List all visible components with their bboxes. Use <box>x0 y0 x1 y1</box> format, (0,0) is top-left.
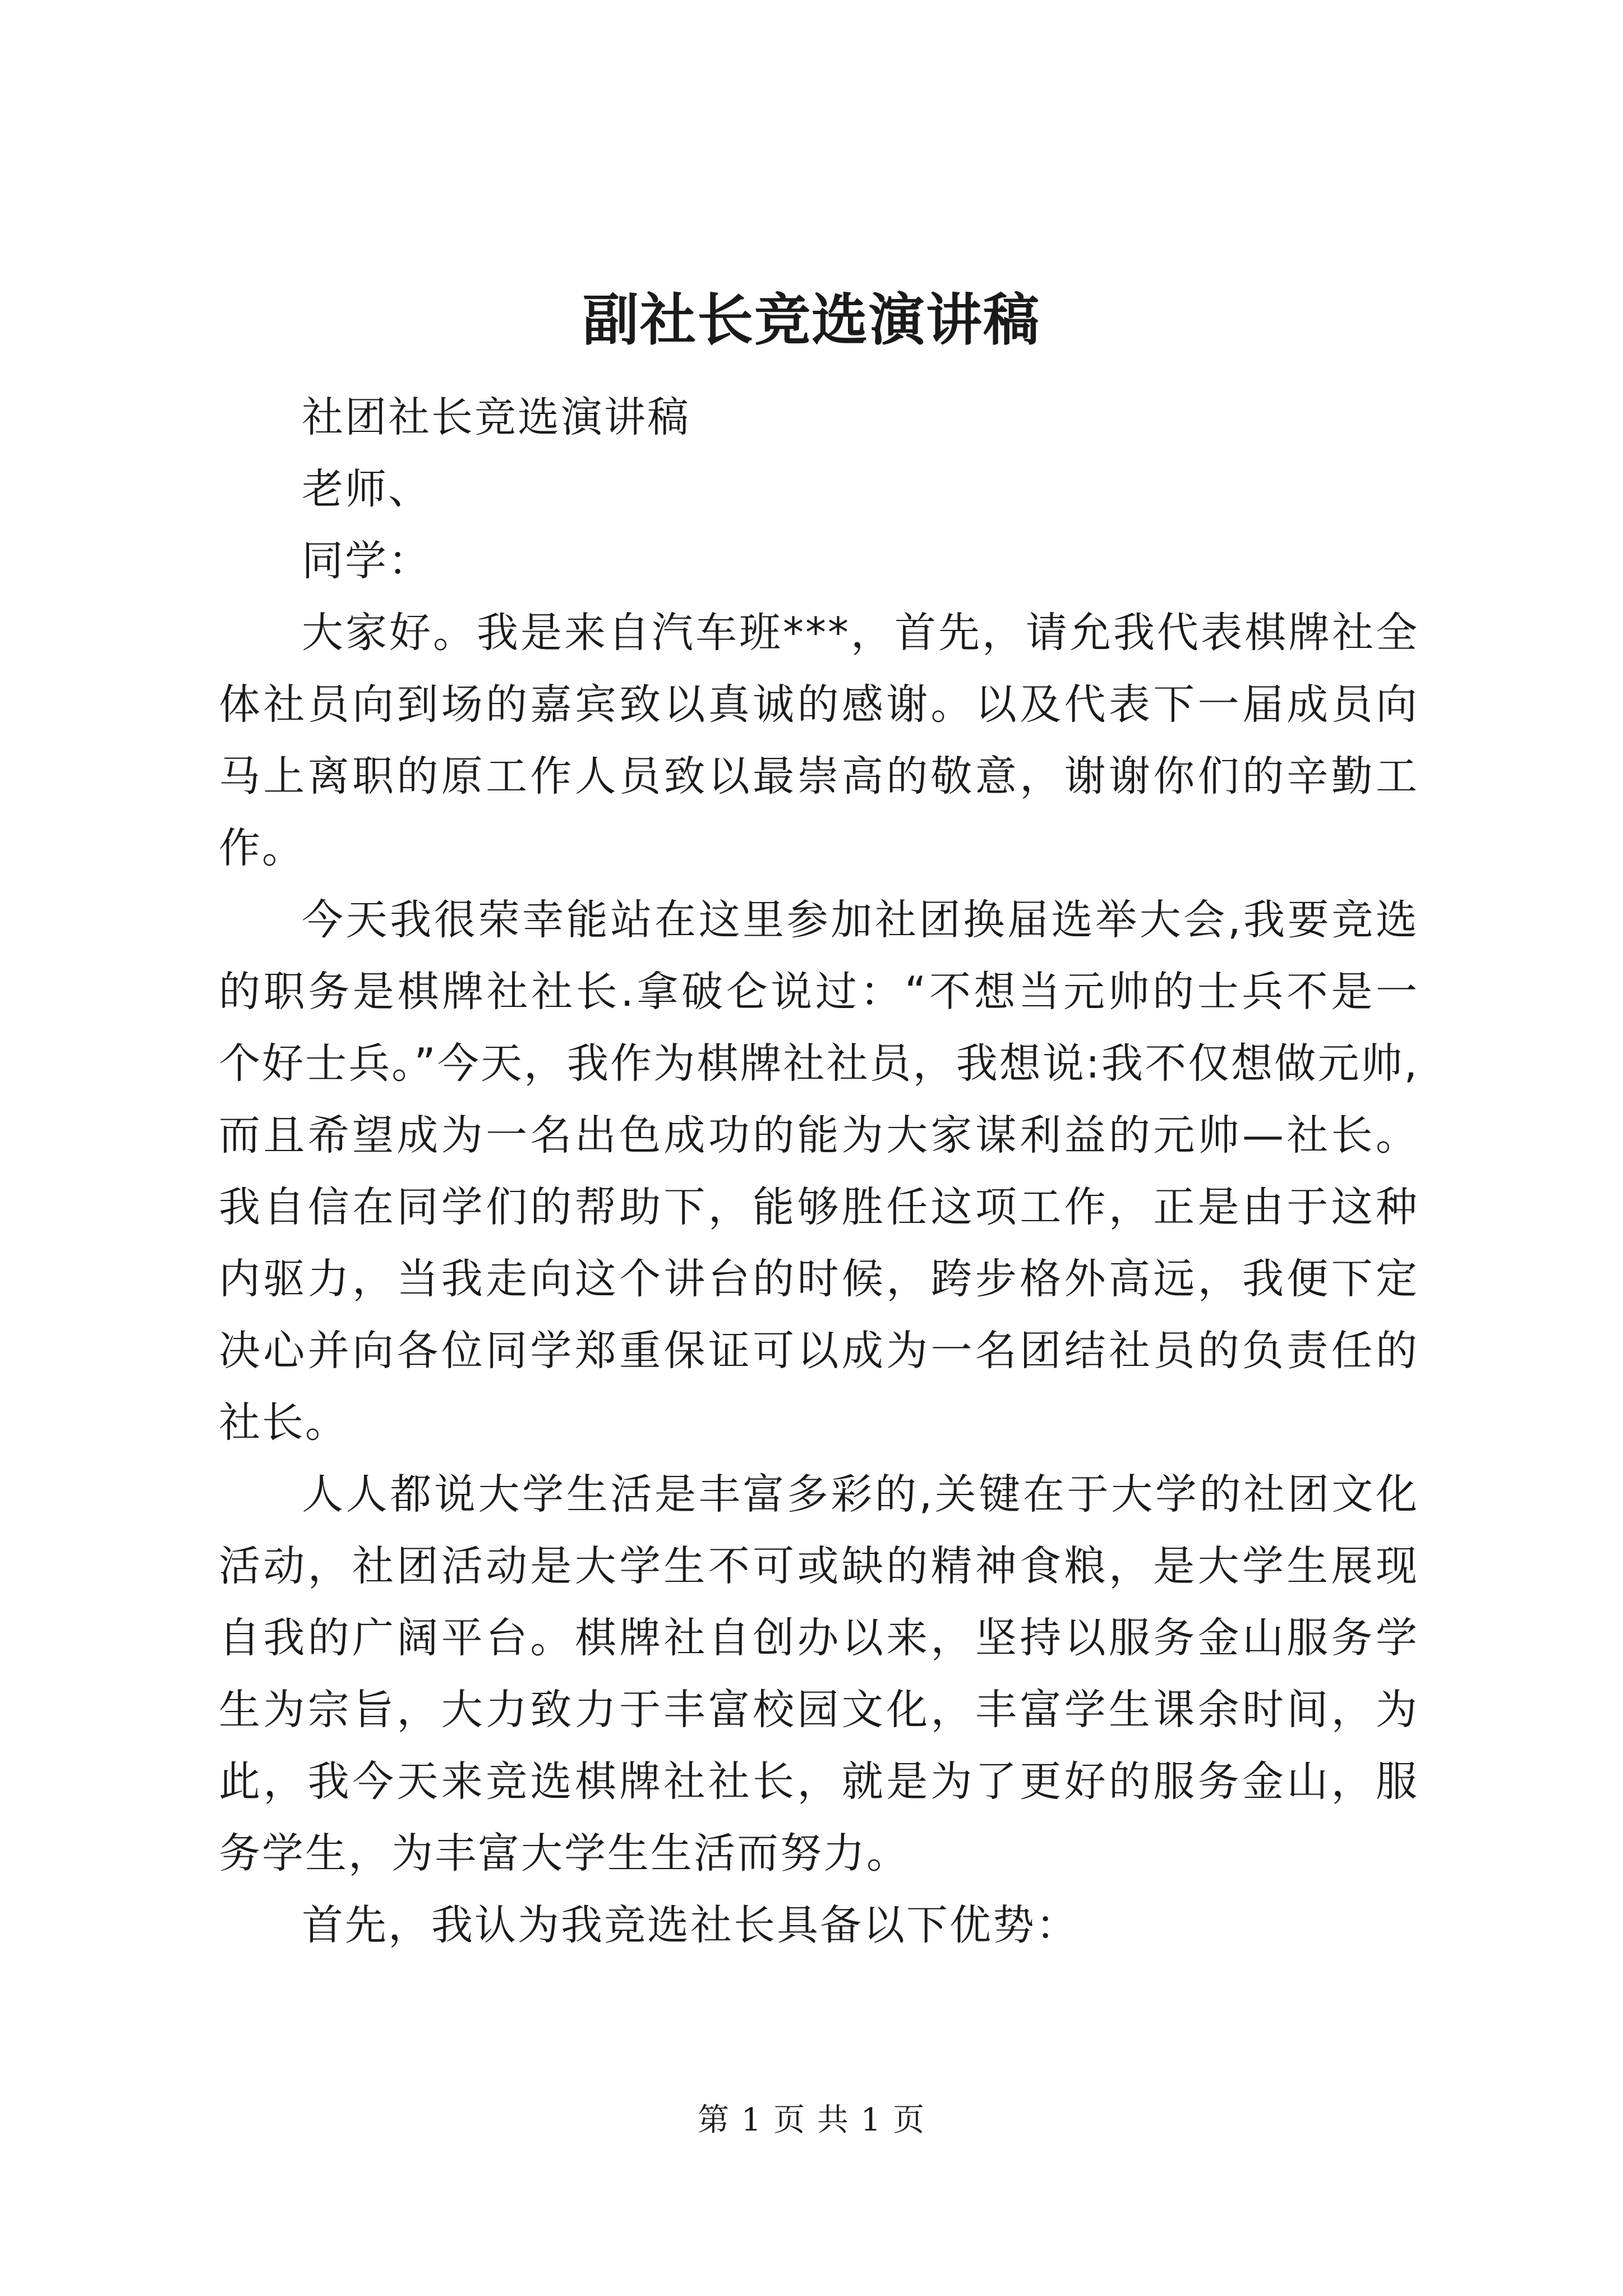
paragraph-salutation-teacher: 老师、 <box>302 465 431 513</box>
document-body <box>219 381 1419 1961</box>
page-footer: 第 1 页 共 1 页 <box>697 2102 926 2138</box>
paragraph-greeting: 大家好。我是来自汽车班***，首先，请允我代表棋牌社全体社员向到场的嘉宾致以真诚的感谢。以及代表下一届成员向马上离职的原工作人员致以最崇高的敬意，谢谢你们的辛勤工作。 <box>219 609 1419 872</box>
document-title: 副社长竞选演讲稿 <box>583 287 1040 353</box>
paragraph-salutation-students: 同学： <box>302 537 431 585</box>
paragraph-subtitle: 社团社长竞选演讲稿 <box>302 393 690 441</box>
paragraph-advantages: 首先，我认为我竞选社长具备以下优势： <box>302 1901 1079 1949</box>
paragraph-intent: 今天我很荣幸能站在这里参加社团换届选举大会,我要竞选的职务是棋牌社社长.拿破仑说过：“不想当元帅的士兵不是一个好士兵。”今天，我作为棋牌社社员，我想说:我不仅想做元帅,而且希望成为一名出色成功的能为大家谋利益的元帅—社长。我自信在同学们的帮助下，能够胜任这项工作，正是由于这种内驱力，当我走向这个讲台的时候，跨步格外高远，我便下定决心并向各位同学郑重保证可以成为一名团结社员的负责任的社长。 <box>219 896 1419 1447</box>
paragraph-club-activities: 人人都说大学生活是丰富多彩的,关键在于大学的社团文化活动，社团活动是大学生不可或缺的精神食粮，是大学生展现自我的广阔平台。棋牌社自创办以来，坚持以服务金山服务学生为宗旨，大力致力于丰富校园文化，丰富学生课余时间，为此，我今天来竞选棋牌社社长，就是为了更好的服务金山，服务学生，为丰富大学生生活而努力。 <box>219 1470 1419 1878</box>
